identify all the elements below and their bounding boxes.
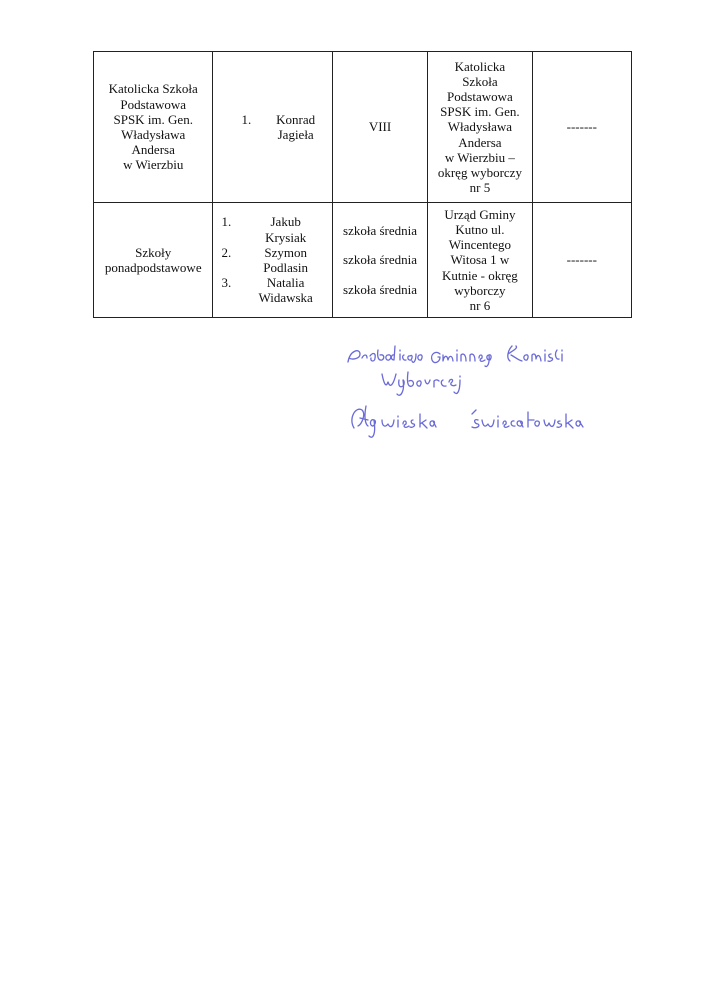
handwritten-signature	[340, 340, 630, 440]
students-cell	[213, 203, 332, 318]
list-item: 2. Szymon Podlasin	[221, 244, 309, 275]
level-cell: VIII	[332, 52, 427, 203]
school-cell: Szkoły ponadpodstawowe	[94, 203, 213, 318]
student-list	[217, 112, 327, 142]
signature-strokes	[348, 346, 583, 437]
level-cell: szkoła średnia szkoła średnia szkoła średnia	[332, 203, 427, 318]
location-cell: Katolicka Szkoła Podstawowa SPSK im. Gen. Władysława Andersa w Wierzbiu – okręg wyborczy nr 5	[428, 52, 532, 203]
list-item: 3. Natalia Widawska	[221, 275, 313, 306]
note-cell: -------	[532, 203, 631, 318]
note-cell: -------	[532, 52, 631, 203]
election-table	[93, 51, 632, 318]
list-item: 1. Jakub Krysiak	[221, 214, 307, 245]
school-cell: Katolicka Szkoła Podstawowa SPSK im. Gen. Władysława Andersa w Wierzbiu	[94, 52, 213, 203]
student-list	[217, 214, 327, 305]
students-cell	[213, 52, 332, 203]
list-item: 1. Konrad Jagieła	[241, 111, 316, 142]
table-row	[94, 52, 632, 203]
location-cell: Urząd Gminy Kutno ul. Wincentego Witosa 1 w Kutnie - okręg wyborczy nr 6	[428, 203, 532, 318]
table-row	[94, 203, 632, 318]
